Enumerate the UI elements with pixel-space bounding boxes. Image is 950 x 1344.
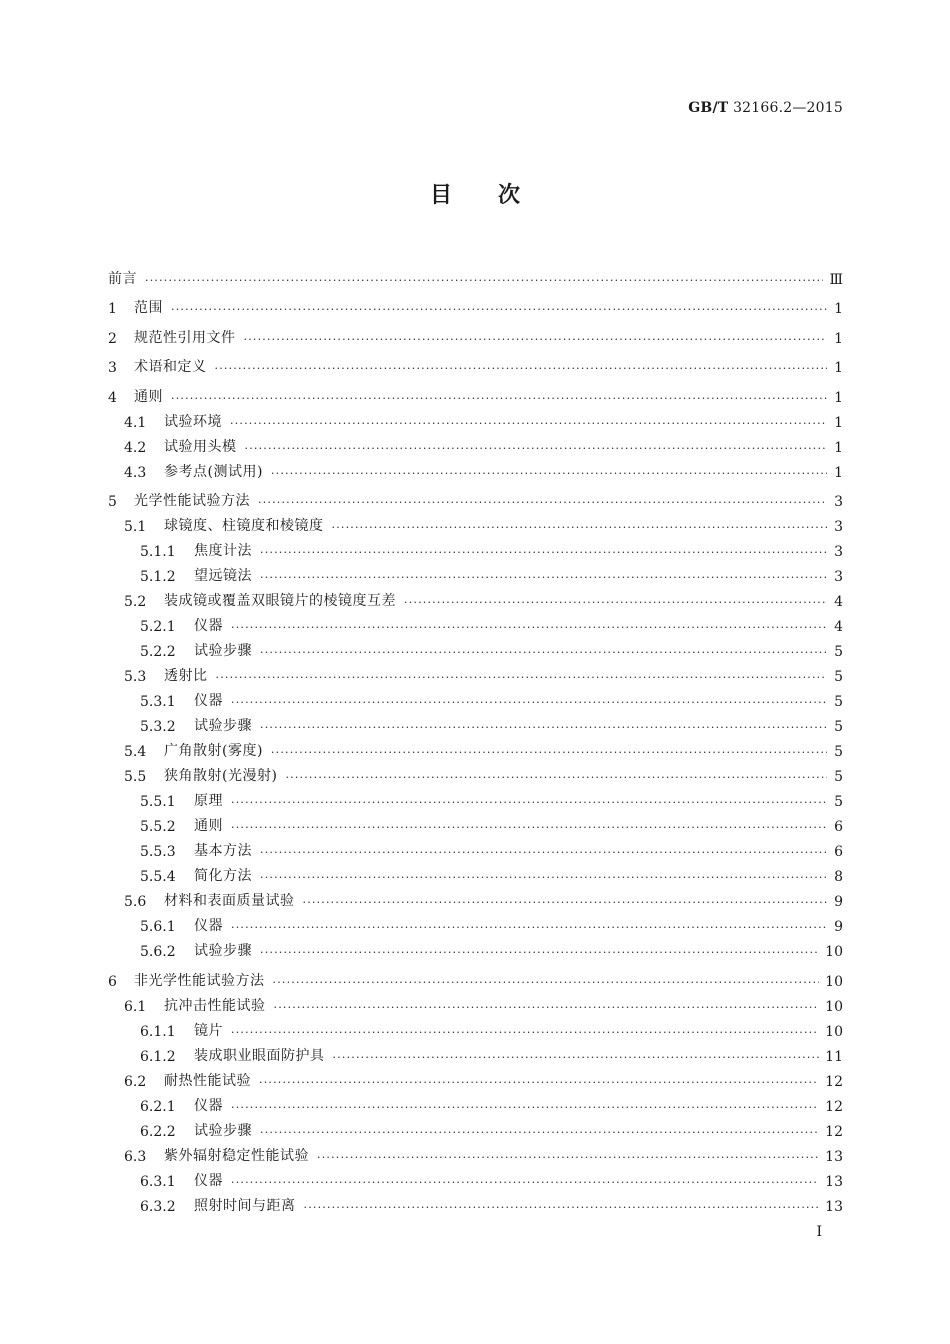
toc-dot-leader: [304, 1201, 820, 1215]
toc-entry[interactable]: [108, 1165, 843, 1190]
toc-entry-page: 5: [834, 694, 843, 710]
toc-entry-page: 5: [834, 769, 843, 785]
toc-entry-title: 狭角散射(光漫射): [164, 768, 278, 784]
toc-entry-page: 9: [834, 919, 843, 935]
toc-entry[interactable]: [108, 685, 843, 710]
toc-entry[interactable]: [108, 610, 843, 635]
toc-entry-page: 13: [825, 1198, 843, 1215]
toc-entry-title: 镜片: [194, 1022, 223, 1039]
toc-dot-leader: [274, 1001, 820, 1015]
toc-entry-number: 5.6: [124, 894, 147, 910]
toc-entry[interactable]: [108, 635, 843, 660]
toc-entry-page: 13: [825, 1148, 843, 1165]
toc-entry-page: 3: [834, 519, 843, 535]
toc-entry-page: 5: [834, 644, 843, 660]
toc-entry-number: 5.5.3: [140, 844, 176, 860]
toc-entry-number: 6.3.1: [140, 1173, 176, 1190]
toc-dot-leader: [259, 1076, 819, 1090]
toc-entry-title: 紫外辐射稳定性能试验: [164, 1147, 309, 1164]
toc-dot-leader: [271, 467, 827, 481]
toc-entry-page: 9: [834, 894, 843, 910]
toc-entry-title: 试验步骤: [194, 1122, 252, 1139]
toc-entry-page: 12: [825, 1073, 843, 1090]
toc-entry-title: 仪器: [194, 918, 223, 934]
toc-entry-number: 6.2: [124, 1073, 147, 1090]
standard-prefix: GB/T: [688, 100, 729, 116]
toc-entry-page: 1: [834, 389, 843, 406]
toc-entry-page: 3: [834, 544, 843, 560]
toc-entry-number: 4.2: [124, 439, 147, 456]
toc-entry[interactable]: [108, 1140, 843, 1165]
toc-entry[interactable]: [108, 735, 843, 760]
toc-entry[interactable]: [108, 810, 843, 835]
toc-entry-number: 5.3.1: [140, 694, 176, 710]
toc-entry-page: 13: [825, 1173, 843, 1190]
toc-dot-leader: [231, 1101, 819, 1115]
toc-entry-number: 6.3: [124, 1148, 147, 1165]
toc-entry-page: 4: [834, 619, 843, 635]
toc-entry-title: 透射比: [164, 668, 208, 684]
toc-entry[interactable]: [108, 785, 843, 810]
toc-entry[interactable]: [108, 1190, 843, 1215]
toc-entry-page: 5: [834, 794, 843, 810]
toc-entry-title: 广角散射(雾度): [164, 743, 263, 759]
toc-entry-page: 1: [834, 439, 843, 456]
toc-entry[interactable]: [108, 1115, 843, 1140]
toc-entry-title: 范围: [134, 300, 163, 316]
toc-entry-page: 4: [834, 594, 843, 610]
toc-dot-leader: [231, 696, 827, 710]
toc-dot-leader: [171, 392, 827, 406]
toc-entry[interactable]: [108, 1015, 843, 1040]
toc-entry-title: 通则: [194, 818, 223, 834]
toc-entry-page: 1: [834, 301, 843, 317]
toc-dot-leader: [231, 621, 827, 635]
toc-entry-title: 光学性能试验方法: [134, 493, 250, 509]
toc-entry-title: 试验环境: [164, 413, 222, 430]
toc-dot-leader: [145, 274, 823, 288]
toc-entry[interactable]: [108, 760, 843, 785]
footer-page-number: I: [816, 1224, 822, 1240]
toc-entry[interactable]: [108, 431, 843, 456]
toc-entry-page: 1: [834, 464, 843, 481]
toc-entry-number: 6.1.1: [140, 1023, 176, 1040]
toc-entry-title: 焦度计法: [194, 543, 252, 559]
toc-entry[interactable]: [108, 535, 843, 560]
toc-entry-page: 12: [825, 1098, 843, 1115]
toc-entry-title: 仪器: [194, 1097, 223, 1114]
toc-dot-leader: [260, 571, 827, 585]
toc-entry-title: 抗冲击性能试验: [164, 997, 266, 1014]
toc-entry-title: 试验步骤: [194, 643, 252, 659]
toc-dot-leader: [231, 821, 827, 835]
toc-entry-title: 仪器: [194, 618, 223, 634]
toc-entry-title: 材料和表面质量试验: [164, 893, 295, 909]
toc-entry-number: 6.1: [124, 998, 147, 1015]
toc-entry[interactable]: [108, 835, 843, 860]
toc-entry-title: 照射时间与距离: [194, 1197, 296, 1214]
toc-dot-leader: [332, 521, 828, 535]
toc-entry-title: 望远镜法: [194, 568, 252, 584]
toc-entry-page: 5: [834, 744, 843, 760]
toc-entry-number: 5.5.2: [140, 819, 176, 835]
toc-entry[interactable]: [108, 376, 843, 406]
toc-dot-leader: [260, 846, 827, 860]
toc-entry[interactable]: [108, 1065, 843, 1090]
toc-entry-number: 6.2.1: [140, 1098, 176, 1115]
toc-dot-leader: [231, 1176, 819, 1190]
toc-entry-title: 仪器: [194, 1172, 223, 1189]
toc-entry-number: 6.2.2: [140, 1123, 176, 1140]
toc-entry-page: 10: [825, 973, 843, 990]
toc-entry-page: 12: [825, 1123, 843, 1140]
toc-dot-leader: [271, 746, 827, 760]
toc-entry-number: 5.1.2: [140, 569, 176, 585]
toc-entry-number: 5: [108, 494, 117, 510]
toc-entry-title: 原理: [194, 793, 223, 809]
toc-entry-page: 3: [834, 494, 843, 510]
toc-entry-title: 装成镜或覆盖双眼镜片的棱镜度互差: [164, 593, 396, 609]
toc-entry-title: 试验步骤: [194, 943, 252, 959]
toc-entry[interactable]: [108, 960, 843, 990]
toc-entry-title: 非光学性能试验方法: [134, 972, 265, 989]
toc-entry[interactable]: [108, 510, 843, 535]
toc-entry-page: 11: [825, 1048, 843, 1065]
toc-entry[interactable]: [108, 935, 843, 960]
toc-dot-leader: [260, 1126, 819, 1140]
toc-entry-page: 1: [834, 414, 843, 431]
toc-entry-page: 5: [834, 669, 843, 685]
toc-dot-leader: [404, 596, 827, 610]
toc-dot-leader: [260, 871, 827, 885]
toc-dot-leader: [245, 442, 828, 456]
standard-number: 32166.2—2015: [733, 100, 843, 116]
toc-dot-leader: [260, 546, 827, 560]
toc-dot-leader: [215, 362, 828, 376]
toc-entry[interactable]: [108, 1040, 843, 1065]
toc-entry-number: 5.5.1: [140, 794, 176, 810]
toc-dot-leader: [230, 417, 827, 431]
toc-entry-number: 6.3.2: [140, 1198, 176, 1215]
toc-entry-page: 8: [834, 869, 843, 885]
toc-entry-number: 5.4: [124, 744, 147, 760]
toc-entry-page: 10: [825, 998, 843, 1015]
toc-entry-page: Ⅲ: [829, 271, 843, 288]
toc-entry-number: 5.3: [124, 669, 147, 685]
toc-entry[interactable]: [108, 258, 843, 288]
toc-entry-number: 6: [108, 973, 117, 990]
toc-entry-number: 5.2.1: [140, 619, 176, 635]
toc-entry-number: 4.3: [124, 464, 147, 481]
toc-entry-page: 6: [834, 844, 843, 860]
toc-entry-number: 4: [108, 389, 117, 406]
toc-dot-leader: [333, 1051, 820, 1065]
toc-entry[interactable]: [108, 288, 843, 318]
toc-entry[interactable]: [108, 406, 843, 431]
toc-entry-number: 5.3.2: [140, 719, 176, 735]
toc-entry[interactable]: [108, 885, 843, 910]
page-title: 目次: [429, 182, 566, 208]
toc-entry-number: 5.5.4: [140, 869, 176, 885]
toc-entry[interactable]: [108, 1090, 843, 1115]
toc-dot-leader: [303, 896, 828, 910]
toc-entry[interactable]: [108, 481, 843, 511]
toc-dot-leader: [260, 946, 819, 960]
toc-entry-title: 基本方法: [194, 843, 252, 859]
toc-entry-page: 10: [825, 944, 843, 960]
toc-dot-leader: [171, 303, 827, 317]
toc-entry-page: 10: [825, 1023, 843, 1040]
toc-entry-page: 3: [834, 569, 843, 585]
toc-entry-title: 试验步骤: [194, 718, 252, 734]
toc-entry-title: 仪器: [194, 693, 223, 709]
toc-entry-number: 5.2.2: [140, 644, 176, 660]
toc-entry-title: 规范性引用文件: [134, 329, 236, 346]
toc-entry-number: 5.1: [124, 519, 147, 535]
toc-entry-number: 1: [108, 301, 117, 317]
toc-entry[interactable]: [108, 585, 843, 610]
toc-dot-leader: [317, 1151, 819, 1165]
toc-dot-leader: [260, 646, 827, 660]
toc-dot-leader: [231, 796, 827, 810]
toc-entry[interactable]: [108, 660, 843, 685]
toc-entry-title: 简化方法: [194, 868, 252, 884]
toc-entry-number: 5.5: [124, 769, 147, 785]
toc-dot-leader: [244, 333, 828, 347]
toc-entry-title: 前言: [108, 270, 137, 287]
toc-entry-title: 装成职业眼面防护具: [194, 1047, 325, 1064]
toc-entry[interactable]: [108, 347, 843, 377]
toc-dot-leader: [216, 671, 828, 685]
toc-entry-title: 耐热性能试验: [164, 1072, 251, 1089]
toc-dot-leader: [231, 921, 827, 935]
toc-dot-leader: [285, 771, 827, 785]
toc-entry-number: 2: [108, 330, 117, 347]
toc-entry-number: 3: [108, 360, 117, 376]
toc-entry[interactable]: [108, 710, 843, 735]
toc-entry-number: 5.2: [124, 594, 147, 610]
toc-dot-leader: [258, 496, 827, 510]
toc-dot-leader: [273, 976, 820, 990]
toc-entry-page: 1: [834, 360, 843, 376]
toc-entry-number: 4.1: [124, 414, 147, 431]
toc-entry-title: 通则: [134, 388, 163, 405]
toc-entry-number: 5.1.1: [140, 544, 176, 560]
toc-entry-number: 6.1.2: [140, 1048, 176, 1065]
toc-entry[interactable]: [108, 910, 843, 935]
toc-entry-number: 5.6.1: [140, 919, 176, 935]
toc-entry-title: 试验用头模: [164, 438, 237, 455]
toc-entry-number: 5.6.2: [140, 944, 176, 960]
toc-entry-page: 5: [834, 719, 843, 735]
toc-entry[interactable]: [108, 317, 843, 347]
toc-entry-title: 术语和定义: [134, 359, 207, 375]
toc-entry[interactable]: [108, 990, 843, 1015]
toc-dot-leader: [231, 1026, 819, 1040]
toc-entry-page: 1: [834, 330, 843, 347]
toc-entry-title: 球镜度、柱镜度和棱镜度: [164, 518, 324, 534]
toc-entry[interactable]: [108, 456, 843, 481]
toc-entry[interactable]: [108, 860, 843, 885]
toc-entry[interactable]: [108, 560, 843, 585]
standard-code: [688, 100, 843, 116]
toc-entry-title: 参考点(测试用): [164, 463, 263, 480]
toc-dot-leader: [260, 721, 827, 735]
table-of-contents: [108, 258, 843, 1215]
toc-entry-page: 6: [834, 819, 843, 835]
